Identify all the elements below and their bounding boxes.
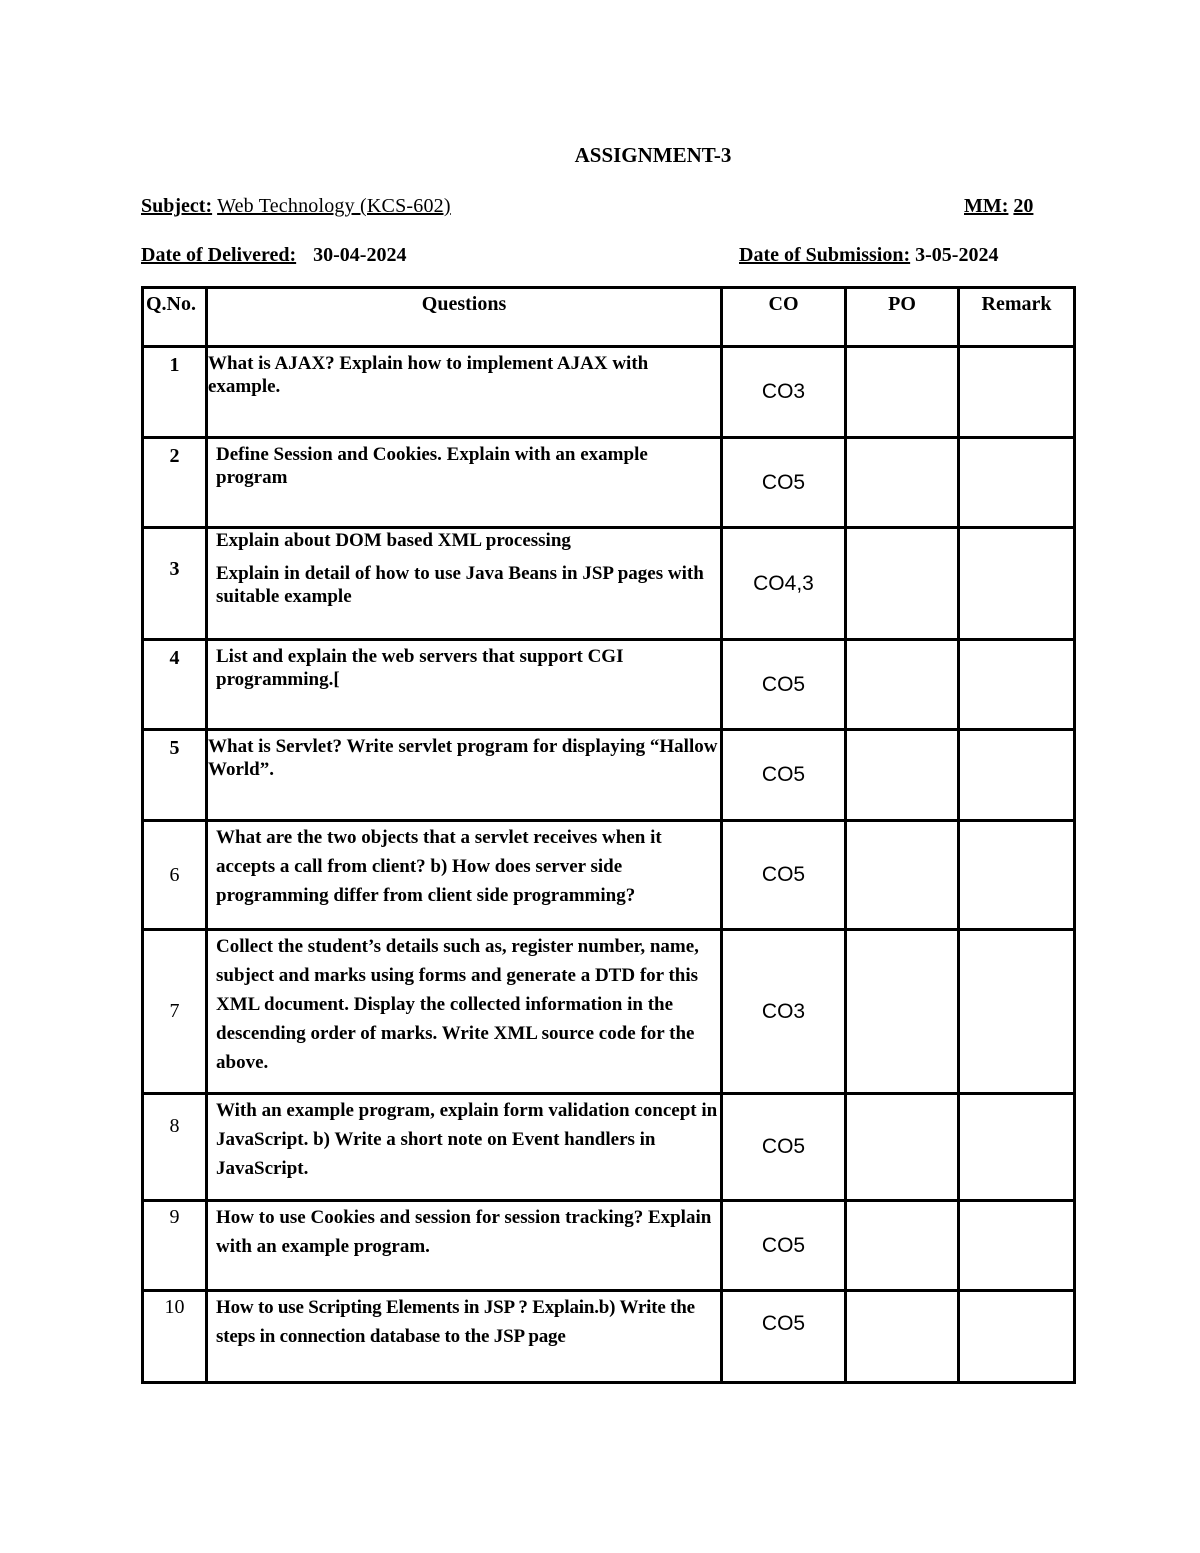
- question-text: What is Servlet? Write servlet program for displaying “Hallow World”.: [207, 730, 722, 821]
- table-row: [143, 730, 1075, 821]
- question-number: 10: [143, 1291, 207, 1383]
- header-co: CO: [722, 288, 846, 347]
- subject-value: Web Technology (KCS-602): [217, 195, 451, 217]
- questions-table: [141, 286, 1076, 1384]
- question-text: What are the two objects that a servlet receives when it accepts a call from client? b) How does server side programming differ from client side programming?: [207, 821, 722, 930]
- header-qno: Q.No.: [143, 288, 207, 347]
- remark-cell: [959, 1094, 1075, 1201]
- po-cell: [846, 347, 959, 438]
- max-marks: [964, 195, 1033, 218]
- question-text: List and explain the web servers that support CGI programming.[: [207, 640, 722, 730]
- document-title: ASSIGNMENT-3: [574, 143, 732, 167]
- co-value: CO5: [722, 1291, 846, 1383]
- question-number: 3: [143, 528, 207, 640]
- po-cell: [846, 640, 959, 730]
- question-number: 5: [143, 730, 207, 821]
- question-number: 7: [143, 930, 207, 1094]
- co-value: CO5: [722, 730, 846, 821]
- question-number: 9: [143, 1201, 207, 1291]
- question-text: How to use Scripting Elements in JSP ? Explain.b) Write the steps in connection database to the JSP page: [207, 1291, 722, 1383]
- delivered-line: [141, 244, 406, 267]
- table-row: [143, 1094, 1075, 1201]
- table-row: [143, 640, 1075, 730]
- remark-cell: [959, 1201, 1075, 1291]
- header-questions: Questions: [207, 288, 722, 347]
- submission-value: 3-05-2024: [915, 244, 999, 266]
- remark-cell: [959, 528, 1075, 640]
- table-header-row: [143, 288, 1075, 347]
- remark-cell: [959, 930, 1075, 1094]
- po-cell: [846, 930, 959, 1094]
- co-value: CO5: [722, 1201, 846, 1291]
- remark-cell: [959, 821, 1075, 930]
- table-row: [143, 1291, 1075, 1383]
- question-number: 1: [143, 347, 207, 438]
- question-text: What is AJAX? Explain how to implement AJAX with example.: [207, 347, 722, 438]
- question-part: Explain about DOM based XML processing: [216, 530, 571, 551]
- table-row: [143, 1201, 1075, 1291]
- table-row: [143, 438, 1075, 528]
- mm-value: 20: [1013, 195, 1034, 217]
- question-text: How to use Cookies and session for session tracking? Explain with an example program.: [207, 1201, 722, 1291]
- question-number: 4: [143, 640, 207, 730]
- remark-cell: [959, 1291, 1075, 1383]
- question-text: With an example program, explain form validation concept in JavaScript. b) Write a short note on Event handlers in JavaScript.: [207, 1094, 722, 1201]
- co-value: CO4,3: [722, 528, 846, 640]
- po-cell: [846, 1291, 959, 1383]
- submission-label: Date of Submission:: [739, 244, 911, 266]
- po-cell: [846, 1094, 959, 1201]
- question-text: Collect the student’s details such as, register number, name, subject and marks using forms and generate a DTD for this XML document. Display the collected information in the descending order of marks. Write XML source code for the above.: [207, 930, 722, 1094]
- table-row: [143, 347, 1075, 438]
- remark-cell: [959, 347, 1075, 438]
- co-value: CO5: [722, 438, 846, 528]
- co-value: CO3: [722, 930, 846, 1094]
- question-part: Explain in detail of how to use Java Beans in JSP pages with suitable example: [216, 563, 704, 607]
- header-po: PO: [846, 288, 959, 347]
- table-row: [143, 821, 1075, 930]
- header-remark: Remark: [959, 288, 1075, 347]
- subject-label: Subject:: [141, 195, 213, 217]
- question-number: 6: [143, 821, 207, 930]
- po-cell: [846, 730, 959, 821]
- delivered-label: Date of Delivered:: [141, 244, 297, 266]
- question-number: 8: [143, 1094, 207, 1201]
- remark-cell: [959, 730, 1075, 821]
- question-number: 2: [143, 438, 207, 528]
- question-text: [207, 528, 722, 640]
- question-text: Define Session and Cookies. Explain with an example program: [207, 438, 722, 528]
- submission-line: [739, 244, 998, 267]
- co-value: CO5: [722, 1094, 846, 1201]
- delivered-value: 30-04-2024: [313, 244, 407, 266]
- co-value: CO5: [722, 821, 846, 930]
- mm-label: MM:: [964, 195, 1009, 217]
- co-value: CO3: [722, 347, 846, 438]
- subject-line: [141, 195, 451, 218]
- po-cell: [846, 438, 959, 528]
- remark-cell: [959, 438, 1075, 528]
- table-row: [143, 528, 1075, 640]
- remark-cell: [959, 640, 1075, 730]
- co-value: CO5: [722, 640, 846, 730]
- po-cell: [846, 528, 959, 640]
- table-row: [143, 930, 1075, 1094]
- po-cell: [846, 1201, 959, 1291]
- po-cell: [846, 821, 959, 930]
